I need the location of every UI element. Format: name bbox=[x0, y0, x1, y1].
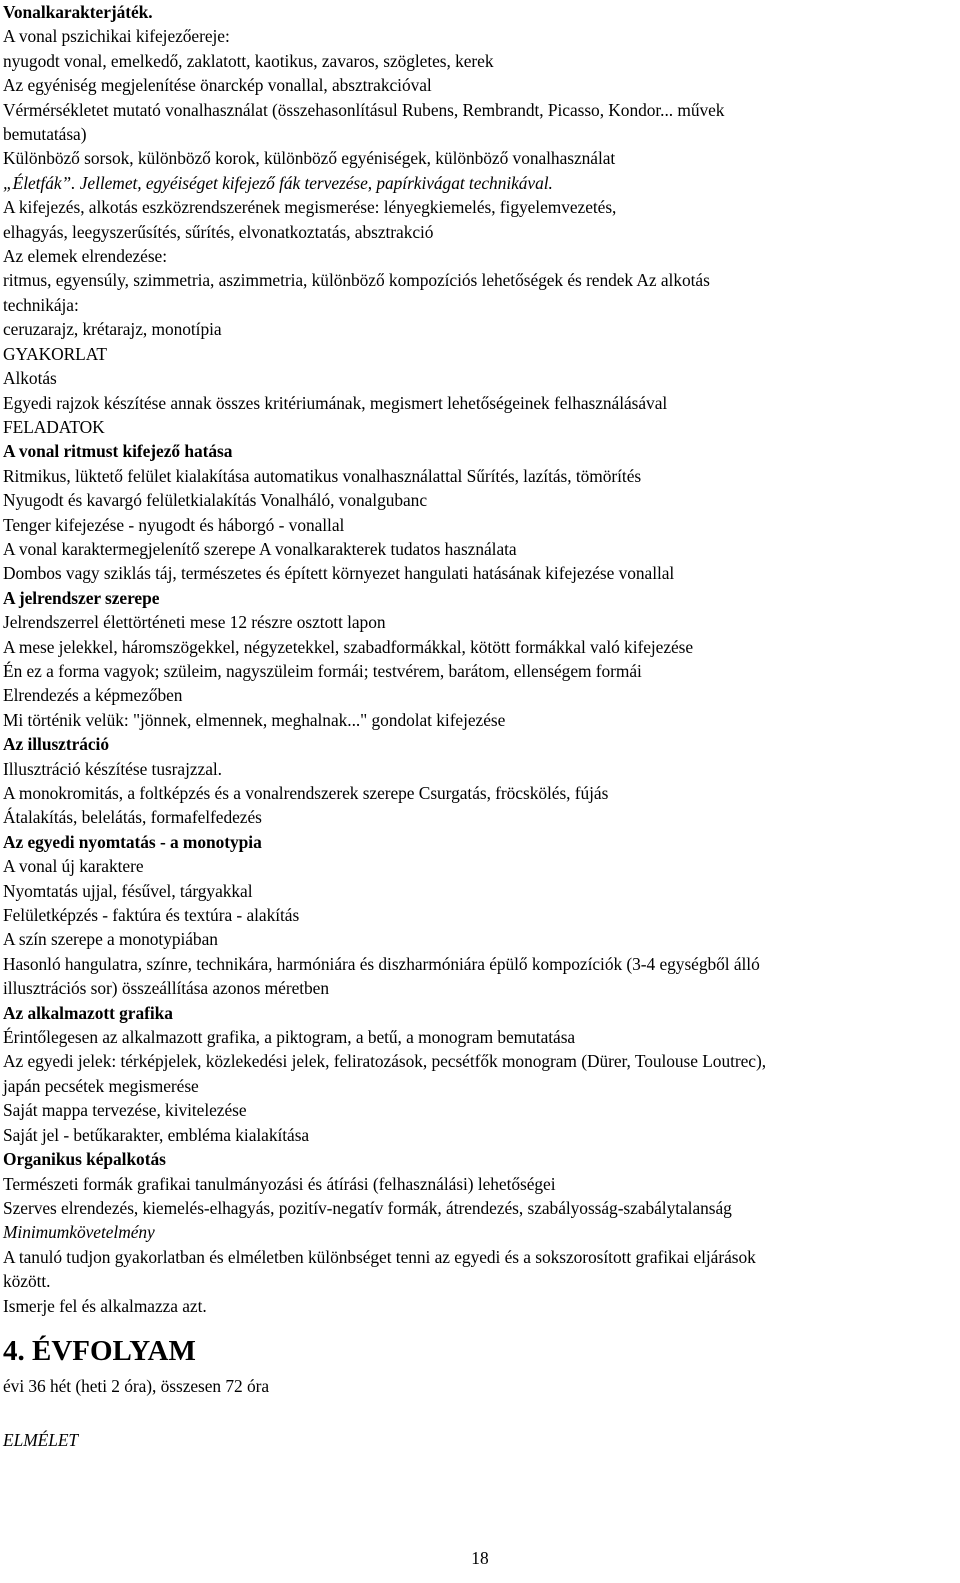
text-line: A vonal új karaktere bbox=[3, 856, 144, 877]
section-label-elmelet: ELMÉLET bbox=[3, 1430, 79, 1451]
text-line: A vonal pszichikai kifejezőereje: bbox=[3, 26, 230, 47]
text-line: A mese jelekkel, háromszögekkel, négyzetekkel, szabadformákkal, kötött formákkal való kifejezése bbox=[3, 636, 694, 657]
section-heading: Az illusztráció bbox=[3, 734, 109, 755]
section-heading: Az alkalmazott grafika bbox=[3, 1002, 173, 1023]
text-line: „Életfák”. Jellemet, egyéiséget kifejező fák tervezése, papírkivágat technikával. bbox=[3, 172, 553, 193]
text-line: Szerves elrendezés, kiemelés-elhagyás, pozitív-negatív formák, átrendezés, szabályosság-szabálytalanság bbox=[3, 1197, 732, 1218]
text-line: ceruzarajz, krétarajz, monotípia bbox=[3, 319, 222, 340]
hours-line: évi 36 hét (heti 2 óra), összesen 72 óra bbox=[3, 1375, 270, 1396]
text-line: Ismerje fel és alkalmazza azt. bbox=[3, 1295, 207, 1316]
text-line: A szín szerepe a monotypiában bbox=[3, 929, 218, 950]
section-heading: A vonal ritmust kifejező hatása bbox=[3, 441, 233, 462]
text-line: Természeti formák grafikai tanulmányozási és átírási (felhasználási) lehetőségei bbox=[3, 1173, 556, 1194]
text-line: Ritmikus, lüktető felület kialakítása automatikus vonalhasználattal Sűrítés, lazítás, tömörítés bbox=[3, 465, 642, 486]
text-line: Az elemek elrendezése: bbox=[3, 246, 168, 267]
text-line: Saját mappa tervezése, kivitelezése bbox=[3, 1100, 247, 1121]
grade-heading: 4. ÉVFOLYAM bbox=[3, 1334, 196, 1367]
section-heading: Organikus képalkotás bbox=[3, 1149, 166, 1170]
text-line: Vérmérsékletet mutató vonalhasználat (összehasonlításul Rubens, Rembrandt, Picasso, Kondor... művek bbox=[3, 99, 725, 120]
text-line: elhagyás, leegyszerűsítés, sűrítés, elvonatkoztatás, absztrakció bbox=[3, 221, 434, 242]
text-line: Az egyéniség megjelenítése önarckép vonallal, absztrakcióval bbox=[3, 75, 432, 96]
text-line: Hasonló hangulatra, színre, technikára, harmóniára és diszharmóniára épülő kompozíciók (3-4 egységből álló bbox=[3, 953, 760, 974]
text-line: Saját jel - betűkarakter, embléma kialakítása bbox=[3, 1124, 310, 1145]
text-line: japán pecsétek megismerése bbox=[3, 1075, 199, 1096]
text-line: Elrendezés a képmezőben bbox=[3, 685, 183, 706]
text-line: A tanuló tudjon gyakorlatban és elméletben különbséget tenni az egyedi és a sokszorosított grafikai eljárások bbox=[3, 1246, 756, 1267]
text-line: Nyomtatás ujjal, fésűvel, tárgyakkal bbox=[3, 880, 253, 901]
text-line: FELADATOK bbox=[3, 416, 105, 437]
text-line: nyugodt vonal, emelkedő, zaklatott, kaotikus, zavaros, szögletes, kerek bbox=[3, 50, 494, 71]
text-line: A monokromitás, a foltképzés és a vonalrendszerek szerepe Csurgatás, fröcskölés, fújás bbox=[3, 783, 609, 803]
text-line: illusztrációs sor) összeállítása azonos méretben bbox=[3, 978, 329, 999]
page-number: 18 bbox=[471, 1548, 489, 1568]
text-line: bemutatása) bbox=[3, 124, 87, 145]
document-page bbox=[3, 0, 953, 1453]
text-line: Felületképzés - faktúra és textúra - alakítás bbox=[3, 905, 300, 926]
section-heading: Vonalkarakterjáték. bbox=[3, 2, 153, 22]
text-line: A kifejezés, alkotás eszközrendszerének megismerése: lényegkiemelés, figyelemvezetés, bbox=[3, 197, 617, 218]
body-text bbox=[3, 0, 953, 1318]
text-line: ritmus, egyensúly, szimmetria, aszimmetria, különböző kompozíciós lehetőségek és rendek Az alkotás bbox=[3, 270, 710, 291]
text-line: között. bbox=[3, 1271, 51, 1292]
text-line: Érintőlegesen az alkalmazott grafika, a piktogram, a betű, a monogram bemutatása bbox=[3, 1027, 576, 1048]
text-line: Én ez a forma vagyok; szüleim, nagyszüleim formái; testvérem, barátom, ellenségem formái bbox=[3, 660, 642, 681]
text-line: Alkotás bbox=[3, 368, 57, 389]
text-line: Jelrendszerrel élettörténeti mese 12 részre osztott lapon bbox=[3, 612, 386, 633]
text-line: Különböző sorsok, különböző korok, különböző egyéniségek, különböző vonalhasználat bbox=[3, 148, 616, 169]
text-line: Illusztráció készítése tusrajzzal. bbox=[3, 758, 222, 779]
text-line: Egyedi rajzok készítése annak összes kritériumának, megismert lehetőségeinek felhasználásával bbox=[3, 392, 668, 413]
text-line: A vonal karaktermegjelenítő szerepe A vonalkarakterek tudatos használata bbox=[3, 538, 517, 559]
text-line: Nyugodt és kavargó felületkialakítás Vonalháló, vonalgubanc bbox=[3, 490, 427, 511]
section-heading: A jelrendszer szerepe bbox=[3, 587, 160, 608]
text-line: Mi történik velük: "jönnek, elmennek, meghalnak..." gondolat kifejezése bbox=[3, 709, 506, 730]
text-line: technikája: bbox=[3, 294, 79, 315]
text-line: Az egyedi jelek: térképjelek, közlekedési jelek, feliratozások, pecsétfők monogram (Dürer, Toulouse Loutrec), bbox=[3, 1051, 766, 1072]
text-line: Tenger kifejezése - nyugodt és háborgó - vonallal bbox=[3, 514, 345, 535]
text-line: Minimumkövetelmény bbox=[3, 1222, 155, 1243]
text-line: GYAKORLAT bbox=[3, 343, 107, 364]
text-line: Dombos vagy sziklás táj, természetes és épített környezet hangulati hatásának kifejezése vonallal bbox=[3, 563, 675, 584]
text-line: Átalakítás, belelátás, formafelfedezés bbox=[3, 807, 262, 828]
section-heading: Az egyedi nyomtatás - a monotypia bbox=[3, 831, 262, 852]
